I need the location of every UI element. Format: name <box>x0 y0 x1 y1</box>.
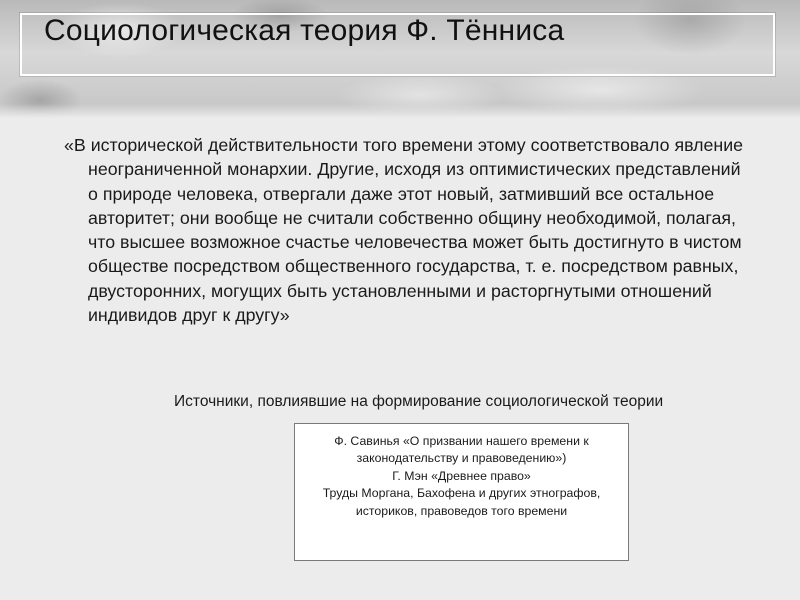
sources-box <box>294 423 629 561</box>
slide-title: Социологическая теория Ф. Тённиса <box>44 14 565 47</box>
source-item-maine: Г. Мэн «Древнее право» <box>392 468 531 483</box>
source-item-savigny: Ф. Савинья «О призвании нашего времени к законодательству и правоведению») <box>334 434 589 466</box>
source-item-morgan-bachofen: Труды Моргана, Бахофена и других этнографов, историков, правоведов того времени <box>322 486 601 518</box>
quote-paragraph: «В исторической действительности того времени этому соответствовало явление неограниченной монархии. Другие, исходя из оптимистических представлений о природе человека, отвергали даже этот новый, затмивший все остальное авторитет; они вообще не считали собственно общину необходимой, полагая, что высшее возможное счастье человечества может быть достигнуто в чистом обществе посредством общественного государства, т. е. посредством равных, двусторонних, могущих быть установленными и расторгнутыми отношений индивидов друг к другу» <box>64 135 744 326</box>
sources-heading: Источники, повлиявшие на формирование социологической теории <box>174 393 664 410</box>
